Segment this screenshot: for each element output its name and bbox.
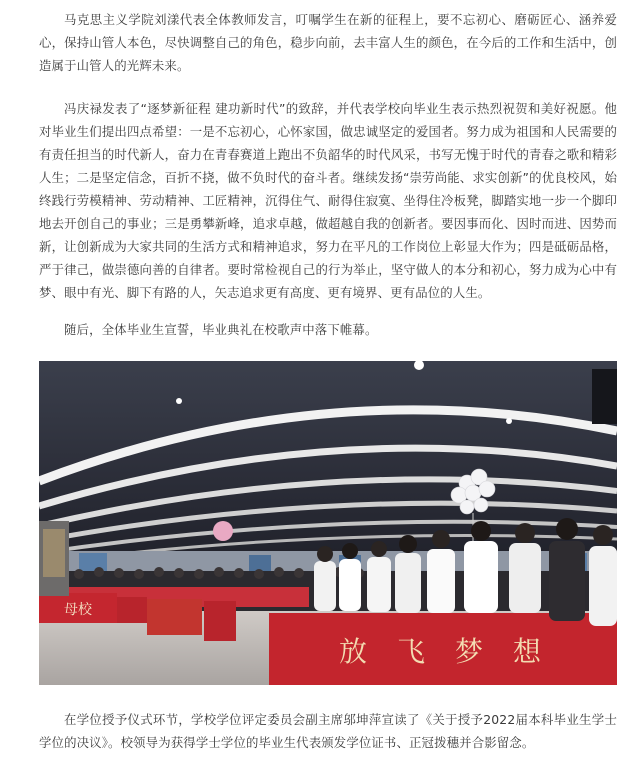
ceremony-photo-illustration (39, 361, 617, 685)
banner-left-text: 母校 (64, 602, 92, 618)
ceremony-photo (39, 361, 617, 685)
paragraph-oath: 随后，全体毕业生宣誓，毕业典礼在校歌声中落下帷幕。 (64, 322, 378, 337)
banner-front-text: 放飞梦想 (339, 635, 572, 668)
paragraph-teacher-speech: 马克思主义学院刘漾代表全体教师发言，叮嘱学生在新的征程上，要不忘初心、磨砺匠心、涵养爱心，保持山管人本色，尽快调整自己的角色，稳步向前，去丰富人生的颜色，在今后的工作和生活中，创造属于山管人的光辉未来。 (39, 12, 617, 73)
paragraph-degree-ceremony: 在学位授予仪式环节，学校学位评定委员会副主席邬坤萍宣读了《关于授予2022届本科毕业生学士学位的决议》。校领导为获得学士学位的毕业生代表颁发学位证书、正冠拨穗并合影留念。 (39, 712, 617, 750)
paragraph-principal-speech: 冯庆禄发表了“逐梦新征程 建功新时代”的致辞，并代表学校向毕业生表示热烈祝贺和美好祝愿。他对毕业生们提出四点希望：一是不忘初心，心怀家国，做忠诚坚定的爱国者。努力成为祖国和人民需要的有责任担当的时代新人，奋力在青春赛道上跑出不负韶华的时代风采，书写无愧于时代的青春之歌和精彩人生；二是坚定信念，百折不挠，做不负时代的奋斗者。继续发扬“崇劳尚能、求实创新”的优良校风，始终践行劳模精神、劳动精神、工匠精神，沉得住气、耐得住寂寞、坐得住冷板凳，脚踏实地一步一个脚印地去开创自己的事业；三是勇攀新峰，追求卓越，做超越自我的创新者。要因事而化、因时而进、因势而新，让创新成为大家共同的生活方式和精神追求，努力在平凡的工作岗位上彰显大作为；四是砥砺品格，严于律己，做崇德向善的自律者。要时常检视自己的行为举止，坚守做人的本分和初心，努力成为心中有梦、眼中有光、脚下有路的人，矢志追求更有高度、更有境界、更有品位的人生。 (39, 101, 617, 300)
